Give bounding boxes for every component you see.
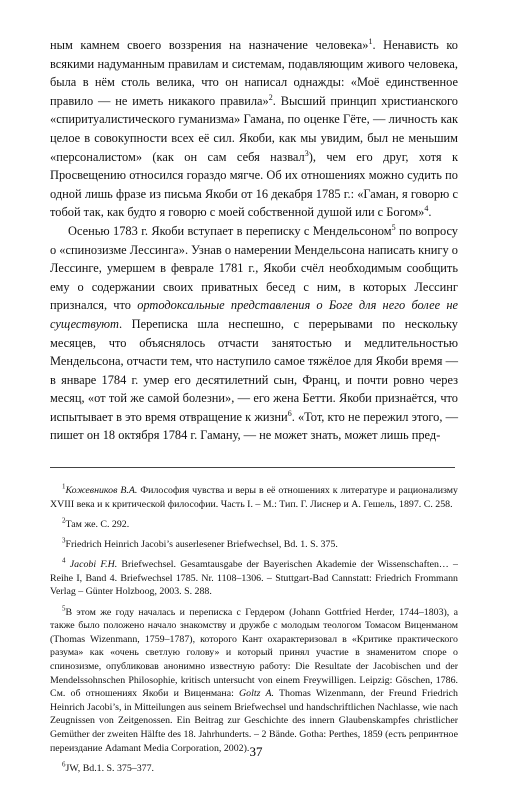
footnote-marker: 6	[62, 760, 66, 769]
text-run: ным камнем своего воззрения на назначение человека»	[50, 38, 369, 52]
footnotes	[50, 484, 458, 775]
footnote-marker: 1	[62, 482, 66, 491]
text-run: . «Тот, кто не пережил этого, — пишет он 18 октября 1784 г. Гаману, — не может знать, может лишь пред-	[50, 409, 458, 443]
footnote-marker: 5	[62, 604, 66, 613]
footnote-2	[50, 518, 458, 532]
italic-text: ортодоксальные представления о Боге для него более не существуют	[50, 298, 458, 331]
text-run: Thomas Wizenmann, der Freund Friedrich Heinrich Jacobi’s, in Mitteilungen aus seinem Briefwechsel und handschriftlichen Nachlasse, wie nach Zeugnissen von Zeitgenossen. Ein Beitrag zur Geschichte des innern Glaubenskampfes christlicher Gemüther der zweiten Hälfte des 18. Jahrhunderts. – 2 Bände. Gotha: Perthes, 1859 (есть репринтное переиздание Adamant Media Corporation, 2002).	[50, 688, 458, 754]
text-run: Там же. С. 292.	[65, 518, 130, 530]
text-run: Friedrich Heinrich Jacobi’s auserlesener Briefwechsel, Bd. 1. S. 375.	[65, 539, 338, 551]
footnote-marker: 4	[62, 556, 66, 565]
paragraph-2	[50, 222, 458, 445]
text-run: Философия чувства и веры в её отношениях к литературе и рационализму XVIII века и к критической философии. Часть I. – М.: Тип. Г. Лиснер и А. Гешель, 1897. С. 258.	[50, 485, 458, 510]
text-run: Briefwechsel. Gesamtausgabe der Bayerischen Akademie der Wissenschaften… – Reihe I, Band 4. Briefwechsel 1785. Nr. 1108–1306. – Stuttgart-Bad Cannstatt: Friedrich Frommann Verlag – Günter Holzboog, 2003. S. 288.	[50, 559, 458, 598]
footnote-6	[50, 762, 458, 776]
text-run: . Ненависть ко всякими надуманным правилам и системам, подавляющим живого человека, была в нём столь велика, что он написал однажды: «Моё единственное правило — не иметь никакого правила»	[50, 38, 458, 108]
text-run: Осенью 1783 г. Якоби вступает в переписку с Мендельсоном	[68, 223, 392, 238]
footnote-marker: 5	[391, 222, 396, 232]
footnote-marker: 1	[368, 36, 373, 46]
footnote-marker: 2	[62, 516, 66, 525]
footnote-separator	[50, 467, 455, 468]
footnote-marker: 6	[287, 408, 292, 418]
page-number: 37	[249, 744, 263, 759]
footnote-marker: 2	[268, 92, 273, 102]
text-run: ), чем его друг, хотя к Просвещению относился гораздо мягче. Об их отношениях можно судить по одной лишь фразе из письма Якоби от 16 декабря 1785 г.: «Гаман, я говорю с тобой так, как будто я говорю с моей собственной душой или с Богом»	[50, 149, 459, 220]
paragraph-1	[50, 36, 458, 222]
italic-text: Goltz A.	[239, 688, 274, 700]
text-run: по вопросу о «спинозизме Лессинга». Узнав о намерении Мендельсона написать книгу о Лессинге, умершем в феврале 1781 г., Якоби счёл необходимым сообщить ему о содержании своих приватных бесед с ним, в которых Лессинг признался, что	[50, 223, 458, 313]
text-run: JW, Bd.1. S. 375–377.	[65, 762, 155, 774]
footnote-marker: 4	[424, 204, 429, 214]
italic-text: Jacobi F.H.	[69, 559, 118, 571]
footnote-1	[50, 484, 458, 511]
footnote-4	[50, 558, 458, 599]
text-run: .	[428, 205, 432, 220]
footnote-marker: 3	[304, 148, 309, 158]
text-run: . Переписка шла неспешно, с перерывами по нескольку месяцев, что объяснялось отчасти занятостью и медлительностью Мендельсона, отчасти тем, что наступило самое тяжёлое для Якоби время — в январе 1784 г. умер его десятилетний сын, Франц, и почти ровно через месяц, «от той же самой болезни», — его жена Бетти. Якоби признаётся, что испытывает в это время отвращение к жизни	[50, 316, 458, 424]
footnote-3	[50, 538, 458, 552]
text-run: . Высший принцип христианского «спиритуалистического гуманизма» Гамана, по оценке Гёте, — личность как целое в совокупности всех её сил. Якоби, как мы увидим, был не меньшим «персоналистом» (как он сам себя назвал	[50, 93, 458, 164]
main-text	[50, 36, 458, 445]
italic-text: Кожевников В.А.	[65, 485, 138, 497]
text-run: В этом же году началась и переписка с Гердером (Johann Gottfried Herder, 1744–1803), а также было положено начало знакомству и дружбе с молодым теологом Томасом Виценманом (Thomas Wizenmann, 1759–1787), которого Кант охарактеризовал в «Критике практического разума» как «очень светлую голову» и который принял участие в знаменитом споре о спинозизме, опубликовав анонимно известную работу: Die Resultate der Jacobischen und der Mendelssohnschen Philosophie, kritisch untersucht von einem Freywilligen. Leipzig: Göschen, 1786. См. об отношениях Якоби и Виценмана:	[50, 606, 458, 700]
footnote-5	[50, 606, 458, 756]
footnote-marker: 3	[62, 536, 66, 545]
